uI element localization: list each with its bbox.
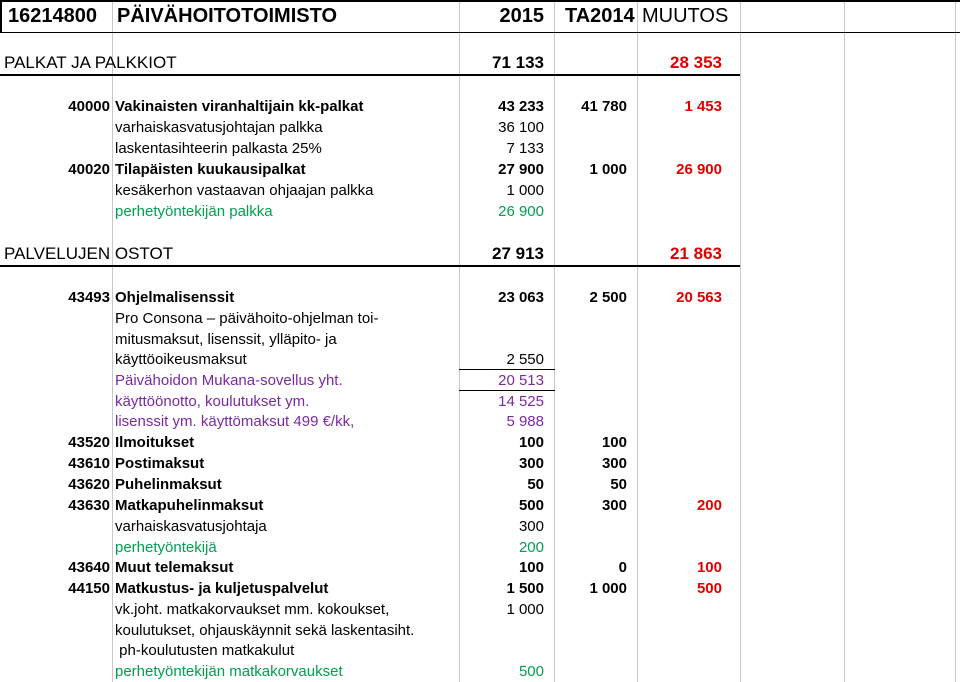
value-muutos: 500 bbox=[696, 580, 722, 597]
account-label: Postimaksut bbox=[115, 455, 205, 472]
value-2015: 20 513 bbox=[498, 372, 544, 389]
value-2015: 23 063 bbox=[498, 289, 544, 306]
table-row bbox=[0, 661, 960, 682]
detail-label: Pro Consona – päivähoito-ohjelman toi- bbox=[115, 310, 379, 327]
detail-label: perhetyöntekijän palkka bbox=[115, 203, 273, 220]
value-muutos: 28 353 bbox=[670, 53, 722, 72]
value-2015: 500 bbox=[518, 663, 544, 680]
value-2015: 200 bbox=[518, 539, 544, 556]
value-muutos: 21 863 bbox=[670, 244, 722, 263]
detail-label: perhetyöntekijän matkakorvaukset bbox=[115, 663, 343, 680]
detail-label: käyttöoikeusmaksut bbox=[115, 351, 247, 368]
account-code: 40020 bbox=[68, 161, 110, 178]
value-2015: 100 bbox=[518, 434, 544, 451]
detail-label: koulutukset, ohjauskäynnit sekä laskentasiht. bbox=[115, 622, 415, 639]
table-row bbox=[0, 180, 960, 201]
table-row bbox=[0, 599, 960, 620]
header-row bbox=[0, 0, 960, 32]
account-code: 44150 bbox=[68, 580, 110, 597]
column-header-muutos: MUUTOS bbox=[642, 4, 729, 27]
value-2015: 300 bbox=[518, 518, 544, 535]
value-2015: 43 233 bbox=[498, 98, 544, 115]
account-label: Ohjelmalisenssit bbox=[115, 289, 235, 306]
value-2015: 36 100 bbox=[498, 119, 544, 136]
table-row bbox=[0, 117, 960, 138]
table-row bbox=[0, 432, 960, 453]
account-label: Tilapäisten kuukausipalkat bbox=[115, 161, 306, 178]
value-2015: 50 bbox=[527, 476, 544, 493]
value-ta2014: 41 780 bbox=[581, 98, 627, 115]
value-2015: 100 bbox=[518, 559, 544, 576]
table-row bbox=[0, 411, 960, 432]
value-2015: 26 900 bbox=[498, 203, 544, 220]
section-title: PALKAT JA PALKKIOT bbox=[4, 53, 177, 72]
value-muutos: 100 bbox=[696, 559, 722, 576]
table-row bbox=[0, 620, 960, 641]
table-row bbox=[0, 516, 960, 537]
value-2015: 2 550 bbox=[506, 351, 544, 368]
account-code: 43520 bbox=[68, 434, 110, 451]
column-header-ta2014: TA2014 bbox=[565, 4, 635, 27]
table-row bbox=[0, 349, 960, 370]
header-border bbox=[0, 32, 960, 33]
table-row bbox=[0, 474, 960, 495]
value-muutos: 1 453 bbox=[684, 98, 722, 115]
value-ta2014: 100 bbox=[601, 434, 627, 451]
detail-label: varhaiskasvatusjohtaja bbox=[115, 518, 267, 535]
table-row bbox=[0, 453, 960, 474]
detail-label: käyttöönotto, koulutukset ym. bbox=[115, 393, 310, 410]
value-ta2014: 2 500 bbox=[589, 289, 627, 306]
value-ta2014: 1 000 bbox=[589, 161, 627, 178]
table-row bbox=[0, 640, 960, 661]
account-code: 40000 bbox=[68, 98, 110, 115]
section-row bbox=[0, 241, 960, 267]
value-ta2014: 0 bbox=[618, 559, 627, 576]
value-2015: 27 913 bbox=[492, 244, 544, 263]
table-row bbox=[0, 537, 960, 558]
table-row bbox=[0, 308, 960, 329]
table-row bbox=[0, 287, 960, 308]
value-2015: 14 525 bbox=[498, 393, 544, 410]
value-ta2014: 300 bbox=[601, 455, 627, 472]
table-row bbox=[0, 557, 960, 578]
account-label: Matkustus- ja kuljetuspalvelut bbox=[115, 580, 329, 597]
value-muutos: 200 bbox=[696, 497, 722, 514]
value-2015: 27 900 bbox=[498, 161, 544, 178]
value-2015: 300 bbox=[518, 455, 544, 472]
table-row bbox=[0, 391, 960, 412]
value-ta2014: 1 000 bbox=[589, 580, 627, 597]
cost-center-code: 16214800 bbox=[8, 4, 97, 27]
value-muutos: 26 900 bbox=[676, 161, 722, 178]
column-header-2015: 2015 bbox=[499, 4, 544, 27]
detail-label: kesäkerhon vastaavan ohjaajan palkka bbox=[115, 182, 374, 199]
detail-label: lisenssit ym. käyttömaksut 499 €/kk, bbox=[115, 413, 355, 430]
value-2015: 500 bbox=[518, 497, 544, 514]
value-2015: 1 000 bbox=[506, 182, 544, 199]
value-2015: 71 133 bbox=[492, 53, 544, 72]
table-row bbox=[0, 201, 960, 222]
account-label: Muut telemaksut bbox=[115, 559, 234, 576]
section-row bbox=[0, 50, 960, 76]
table-row bbox=[0, 159, 960, 180]
table-row bbox=[0, 329, 960, 350]
page-title: PÄIVÄHOITOTOIMISTO bbox=[117, 4, 338, 27]
value-2015: 7 133 bbox=[506, 140, 544, 157]
table-row bbox=[0, 96, 960, 117]
detail-label: vk.joht. matkakorvaukset mm. kokoukset, bbox=[115, 601, 390, 618]
value-muutos: 20 563 bbox=[676, 289, 722, 306]
value-ta2014: 300 bbox=[601, 497, 627, 514]
detail-label: perhetyöntekijä bbox=[115, 539, 217, 556]
detail-label: laskentasihteerin palkasta 25% bbox=[115, 140, 322, 157]
detail-label: mitusmaksut, lisenssit, ylläpito- ja bbox=[115, 331, 337, 348]
account-code: 43620 bbox=[68, 476, 110, 493]
table-row bbox=[0, 578, 960, 599]
account-label: Puhelinmaksut bbox=[115, 476, 222, 493]
account-label: Matkapuhelinmaksut bbox=[115, 497, 264, 514]
table-row bbox=[0, 495, 960, 516]
account-code: 43493 bbox=[68, 289, 110, 306]
account-code: 43630 bbox=[68, 497, 110, 514]
account-code: 43640 bbox=[68, 559, 110, 576]
detail-label: ph-koulutusten matkakulut bbox=[115, 642, 295, 659]
detail-label: varhaiskasvatusjohtajan palkka bbox=[115, 119, 323, 136]
account-label: Vakinaisten viranhaltijain kk-palkat bbox=[115, 98, 364, 115]
value-2015: 1 500 bbox=[506, 580, 544, 597]
account-code: 43610 bbox=[68, 455, 110, 472]
value-2015: 1 000 bbox=[506, 601, 544, 618]
table-row bbox=[0, 138, 960, 159]
value-ta2014: 50 bbox=[610, 476, 627, 493]
detail-label: Päivähoidon Mukana-sovellus yht. bbox=[115, 372, 343, 389]
value-2015: 5 988 bbox=[506, 413, 544, 430]
section-title: PALVELUJEN OSTOT bbox=[4, 244, 174, 263]
table-row bbox=[0, 370, 960, 391]
account-label: Ilmoitukset bbox=[115, 434, 195, 451]
